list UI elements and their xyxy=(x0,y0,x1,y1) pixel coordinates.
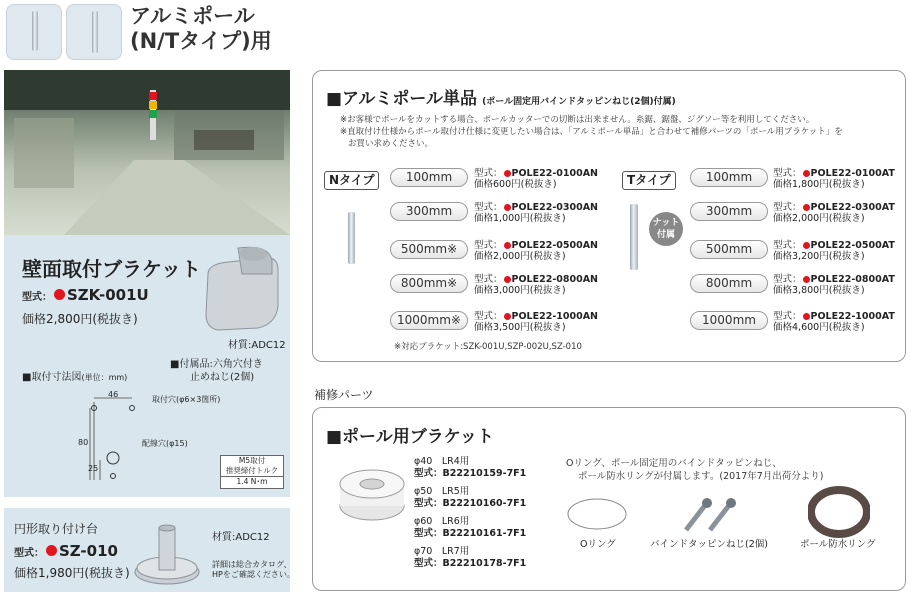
round-mount-price: 価格1,980円(税抜き) xyxy=(14,566,130,580)
n_items-model xyxy=(474,274,598,296)
repair-info-1: Oリング、ポール固定用のバインドタッピンねじ、 xyxy=(566,458,782,469)
repair-item xyxy=(414,516,526,540)
model-code: POLE22-0100AT xyxy=(810,168,895,179)
repair-item xyxy=(414,456,526,480)
round-mount-title: 円形取り付け台 xyxy=(14,522,99,536)
repair-item-model: 型式：B22210161-7F1 xyxy=(414,528,527,539)
model-prefix: 型式： xyxy=(773,274,802,285)
model-prefix: 型式： xyxy=(474,311,503,322)
red-dot-icon xyxy=(803,276,810,283)
t_items-length-pill: 800mm xyxy=(690,274,768,293)
torque-box: M5取付 推奨締付トルク 1.4 N･m xyxy=(220,455,284,489)
model-price: 価格2,000円(税抜き) xyxy=(773,213,865,224)
waterproof-ring-image xyxy=(808,486,870,538)
model-prefix: 型式： xyxy=(474,240,503,251)
n_items-length-pill: 800mm※ xyxy=(390,274,468,293)
dim-46: 46 xyxy=(108,390,119,399)
red-dot-icon xyxy=(504,204,511,211)
model-code: POLE22-0100AN xyxy=(511,168,599,179)
round-mount-material: 材質:ADC12 xyxy=(212,532,270,543)
t-pole-image xyxy=(630,204,638,270)
red-dot-icon xyxy=(803,204,810,211)
red-dot-icon xyxy=(504,276,511,283)
wall-bracket-title: 壁面取付ブラケット xyxy=(22,257,201,281)
pole-note-1: ※お客様でポールをカットする場合、ポールカッターでの切断は出来ません。糸鋸、鋸盤、ジグソー等を利用してください。 xyxy=(340,115,815,125)
model-code: POLE22-0500AN xyxy=(511,240,599,251)
repair-item-model: 型式：B22210160-7F1 xyxy=(414,498,527,509)
model-code: POLE22-0800AN xyxy=(511,274,599,285)
model-price: 価格3,200円(税抜き) xyxy=(773,251,865,262)
red-dot-icon xyxy=(803,170,810,177)
repair-item-size: φ50 LR5用 xyxy=(414,486,470,497)
n_items-length-pill: 100mm xyxy=(390,168,468,187)
model-price: 価格3,000円(税抜き) xyxy=(474,285,566,296)
repair-item-model: 型式：B22210159-7F1 xyxy=(414,468,527,479)
t_items-length-pill: 500mm xyxy=(690,240,768,259)
t_items-length-pill: 300mm xyxy=(690,202,768,221)
red-dot-icon xyxy=(803,313,810,320)
o-ring-label: Oリング xyxy=(580,539,616,550)
t_items-length-pill: 1000mm xyxy=(690,311,768,330)
red-dot-icon xyxy=(504,313,511,320)
bracket-compat-note: ※対応ブラケット:SZK-001U,SZP-002U,SZ-010 xyxy=(394,342,582,352)
model-prefix: 型式： xyxy=(474,202,503,213)
model-code: POLE22-0500AT xyxy=(810,240,895,251)
n_items-model xyxy=(474,168,598,190)
repair-title: ■ポール用ブラケット xyxy=(326,427,494,447)
repair-item xyxy=(414,486,526,510)
mount-hole-label: 取付穴(φ6×3箇所) xyxy=(152,395,221,404)
n-pole-image xyxy=(348,212,355,264)
dim-80: 80 xyxy=(78,438,89,447)
pole-bracket-image xyxy=(336,466,408,524)
model-code: POLE22-0800AT xyxy=(810,274,895,285)
n_items-model xyxy=(474,311,598,333)
model-prefix: 型式： xyxy=(474,168,503,179)
model-price: 価格600円(税抜き) xyxy=(474,179,557,190)
n_items-model xyxy=(474,202,598,224)
n_items-model xyxy=(474,240,598,262)
model-code: POLE22-1000AT xyxy=(810,311,895,322)
model-price: 価格1,800円(税抜き) xyxy=(773,179,865,190)
round-mount-detail: 詳細は総合カタログ、 HPをご確認ください。 xyxy=(212,560,295,579)
model-price: 価格3,500円(税抜き) xyxy=(474,322,566,333)
accessory-note: ■付属品:六角穴付き 止めねじ(2個) xyxy=(170,359,263,383)
t_items-length-pill: 100mm xyxy=(690,168,768,187)
pole-note-2: ※直取付け仕様からポール取付け仕様に変更したい場合は、「アルミポール単品」と合わせて補修パーツの「ポール用ブラケット」を xyxy=(340,127,843,137)
model-code: POLE22-0300AN xyxy=(511,202,599,213)
repair-heading: 補修パーツ xyxy=(314,388,374,402)
wall-bracket-model: 型式： SZK-001U xyxy=(22,286,149,304)
dim-25: 25 xyxy=(88,464,99,473)
model-price: 価格1,000円(税抜き) xyxy=(474,213,566,224)
repair-item-size: φ70 LR7用 xyxy=(414,546,470,557)
t_items-model xyxy=(773,202,895,224)
model-prefix: 型式： xyxy=(773,240,802,251)
red-dot-icon xyxy=(504,170,511,177)
wall-bracket-image xyxy=(198,244,282,332)
page-title: アルミポール (N/Tタイプ)用 xyxy=(130,4,272,53)
n-type-tag: Nタイプ xyxy=(324,171,379,190)
wire-hole-label: 配線穴(φ15) xyxy=(142,439,188,448)
model-price: 価格3,800円(税抜き) xyxy=(773,285,865,296)
repair-item-size: φ60 LR6用 xyxy=(414,516,470,527)
t_items-model xyxy=(773,240,895,262)
red-dot-icon xyxy=(504,242,511,249)
repair-info-2: ポール防水リングが付属します。(2017年7月出荷分より) xyxy=(578,471,824,482)
red-dot-icon xyxy=(803,242,810,249)
pole-t-thumbnail xyxy=(66,4,122,60)
dimension-heading: ■取付寸法図(単位：mm) xyxy=(22,372,128,383)
factory-photo xyxy=(4,70,290,235)
round-mount-image xyxy=(132,516,202,588)
repair-item-model: 型式：B22210178-7F1 xyxy=(414,558,527,569)
n_items-length-pill: 500mm※ xyxy=(390,240,468,259)
t_items-model xyxy=(773,168,895,190)
pole-n-thumbnail xyxy=(6,4,62,60)
model-prefix: 型式： xyxy=(773,202,802,213)
t-type-tag: Tタイプ xyxy=(622,171,676,190)
model-price: 価格2,000円(税抜き) xyxy=(474,251,566,262)
n_items-length-pill: 1000mm※ xyxy=(390,311,468,330)
repair-item xyxy=(414,546,526,570)
round-mount-model: 型式： SZ-010 xyxy=(14,542,118,560)
model-code: POLE22-1000AN xyxy=(511,311,599,322)
pole-note-3: お買い求めください。 xyxy=(348,139,434,149)
repair-item-size: φ40 LR4用 xyxy=(414,456,470,467)
screw-label: バインドタッピンねじ(2個) xyxy=(650,539,768,550)
model-code: POLE22-0300AT xyxy=(810,202,895,213)
waterproof-ring-label: ポール防水リング xyxy=(800,539,876,550)
model-prefix: 型式： xyxy=(474,274,503,285)
pole-section-title: ■アルミポール単品 (ポール固定用バインドタッピンねじ(2個)付属) xyxy=(326,89,676,109)
screw-image xyxy=(676,496,740,534)
wall-bracket-price: 価格2,800円(税抜き) xyxy=(22,312,138,326)
t_items-model xyxy=(773,311,895,333)
model-prefix: 型式： xyxy=(773,168,802,179)
o-ring-image xyxy=(566,496,628,532)
model-price: 価格4,600円(税抜き) xyxy=(773,322,865,333)
wall-bracket-material: 材質:ADC12 xyxy=(228,340,286,351)
model-prefix: 型式： xyxy=(773,311,802,322)
nut-included-badge: ナット 付属 xyxy=(649,212,683,246)
n_items-length-pill: 300mm xyxy=(390,202,468,221)
t_items-model xyxy=(773,274,895,296)
